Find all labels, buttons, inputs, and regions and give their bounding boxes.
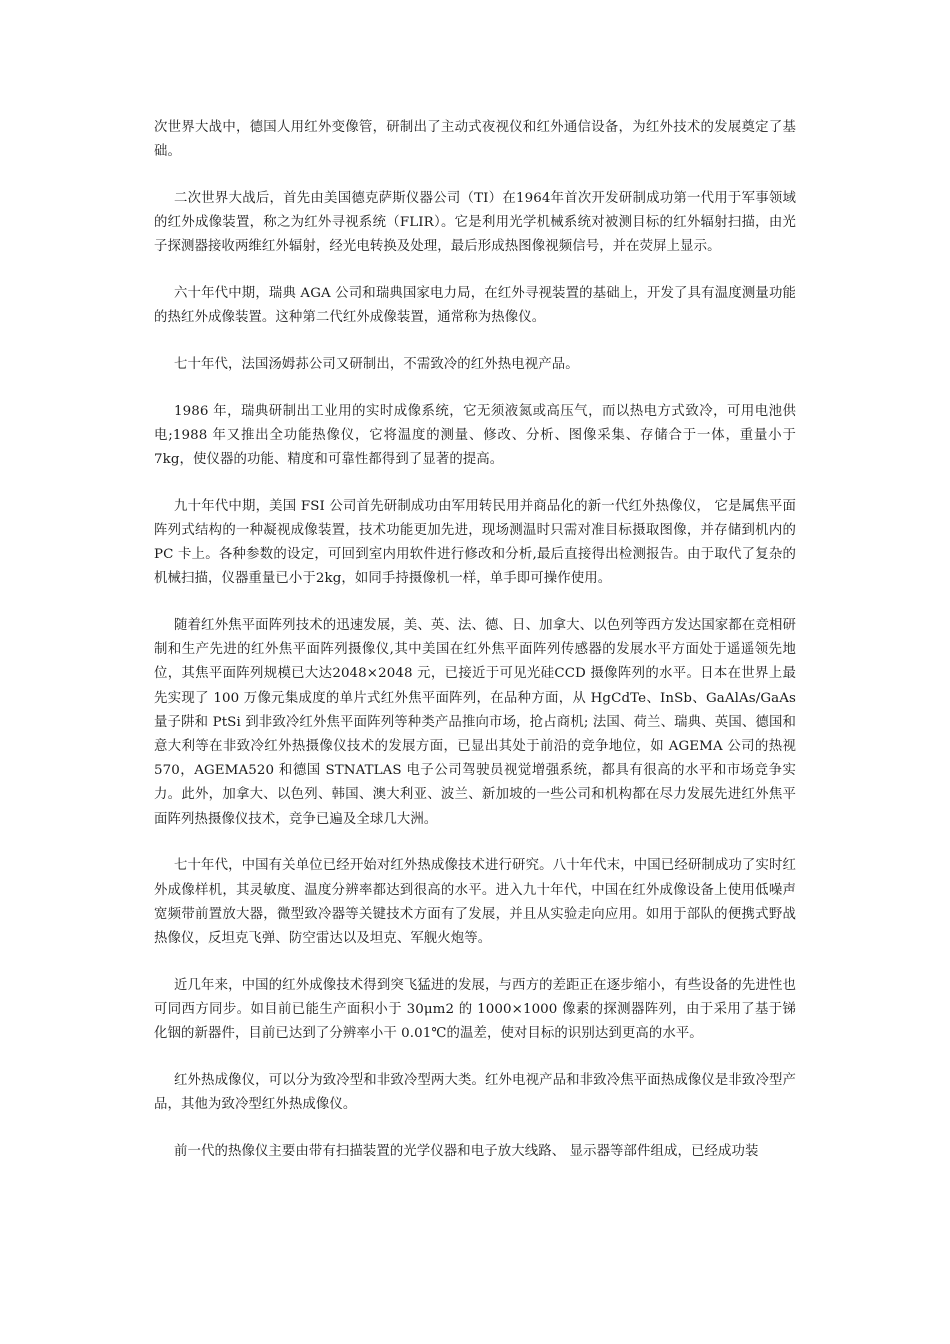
paragraph-9: 近几年来，中国的红外成像技术得到突飞猛进的发展，与西方的差距正在逐步缩小，有些设备的先进性也可同西方同步。如目前已能生产面积小于 30μm2 的 1000×1000 像素的探测器阵列，由于采用了基于锑化铟的新器件，目前已达到了分辨率小干 0.01℃的温差，使对目标的识别达到更高的水平。 <box>154 977 796 1042</box>
document-body <box>154 116 796 1186</box>
paragraph-7: 随着红外焦平面阵列技术的迅速发展，美、英、法、德、日、加拿大、以色列等西方发达国家都在竞相研制和生产先进的红外焦平面阵列摄像仪,其中美国在红外焦平面阵列传感器的发展水平方面处于遥遥领先地位，其焦平面阵列规模已大达2048×2048 元，已接近于可见光硅CCD 摄像阵列的水平。日本在世界上最先实现了 100 万像元集成度的单片式红外焦平面阵列，在品种方面，从 HgCdTe、InSb、GaAlAs/GaAs 量子阱和 PtSi 到非致冷红外焦平面阵列等种类产品推向市场，抢占商机; 法国、荷兰、瑞典、英国、德国和意大利等在非致冷红外热摄像仪技术的发展方面，已显出其处于前沿的竞争地位，如 AGEMA 公司的热视 570，AGEMA520 和德国 STNATLAS 电子公司驾驶员视觉增强系统，都具有很高的水平和市场竞争实力。此外，加拿大、以色列、韩国、澳大利亚、波兰、新加坡的一些公司和机构都在尽力发展先进红外焦平面阵列热摄像仪技术，竞争已遍及全球几大洲。 <box>154 618 796 827</box>
paragraph-2: 二次世界大战后，首先由美国德克萨斯仪器公司（TI）在1964年首次开发研制成功第一代用于军事领域的红外成像装置，称之为红外寻视系统（FLIR）。它是利用光学机械系统对被测目标的红外辐射扫描，由光子探测器接收两维红外辐射，经光电转换及处理，最后形成热图像视频信号，并在荧屏上显示。 <box>154 190 796 255</box>
paragraph-10: 红外热成像仪，可以分为致冷型和非致冷型两大类。红外电视产品和非致冷焦平面热成像仪是非致冷型产品，其他为致冷型红外热成像仪。 <box>154 1072 796 1112</box>
paragraph-8: 七十年代，中国有关单位已经开始对红外热成像技术进行研究。八十年代末，中国已经研制成功了实时红外成像样机，其灵敏度、温度分辨率都达到很高的水平。进入九十年代，中国在红外成像设备上使用低噪声宽频带前置放大器，微型致冷器等关键技术方面有了发展，并且从实验走向应用。如用于部队的便携式野战热像仪，反坦克飞弹、防空雷达以及坦克、军舰火炮等。 <box>154 858 796 946</box>
paragraph-6: 九十年代中期，美国 FSI 公司首先研制成功由军用转民用并商品化的新一代红外热像仪， 它是属焦平面阵列式结构的一种凝视成像装置，技术功能更加先进，现场测温时只需对准目标摄取图像，并存储到机内的 PC 卡上。各种参数的设定，可回到室内用软件进行修改和分析,最后直接得出检测报告。由于取代了复杂的机械扫描，仪器重量已小于2kg，如同手持摄像机一样，单手即可操作使用。 <box>154 498 796 587</box>
paragraph-5: 1986 年，瑞典研制出工业用的实时成像系统，它无须液氮或高压气，而以热电方式致冷，可用电池供电;1988 年又推出全功能热像仪，它将温度的测量、修改、分析、图像采集、存储合于一体，重量小于 7kg，使仪器的功能、精度和可靠性都得到了显著的提高。 <box>154 403 796 468</box>
paragraph-4: 七十年代，法国汤姆荪公司又研制出，不需致冷的红外热电视产品。 <box>174 356 579 372</box>
paragraph-1: 次世界大战中，德国人用红外变像管，研制出了主动式夜视仪和红外通信设备，为红外技术的发展奠定了基础。 <box>154 120 796 160</box>
paragraph-3: 六十年代中期，瑞典 AGA 公司和瑞典国家电力局，在红外寻视装置的基础上，开发了具有温度测量功能的热红外成像装置。这种第二代红外成像装置，通常称为热像仪。 <box>154 286 796 326</box>
paragraph-11: 前一代的热像仪主要由带有扫描装置的光学仪器和电子放大线路、 显示器等部件组成，已经成功装 <box>174 1143 759 1159</box>
